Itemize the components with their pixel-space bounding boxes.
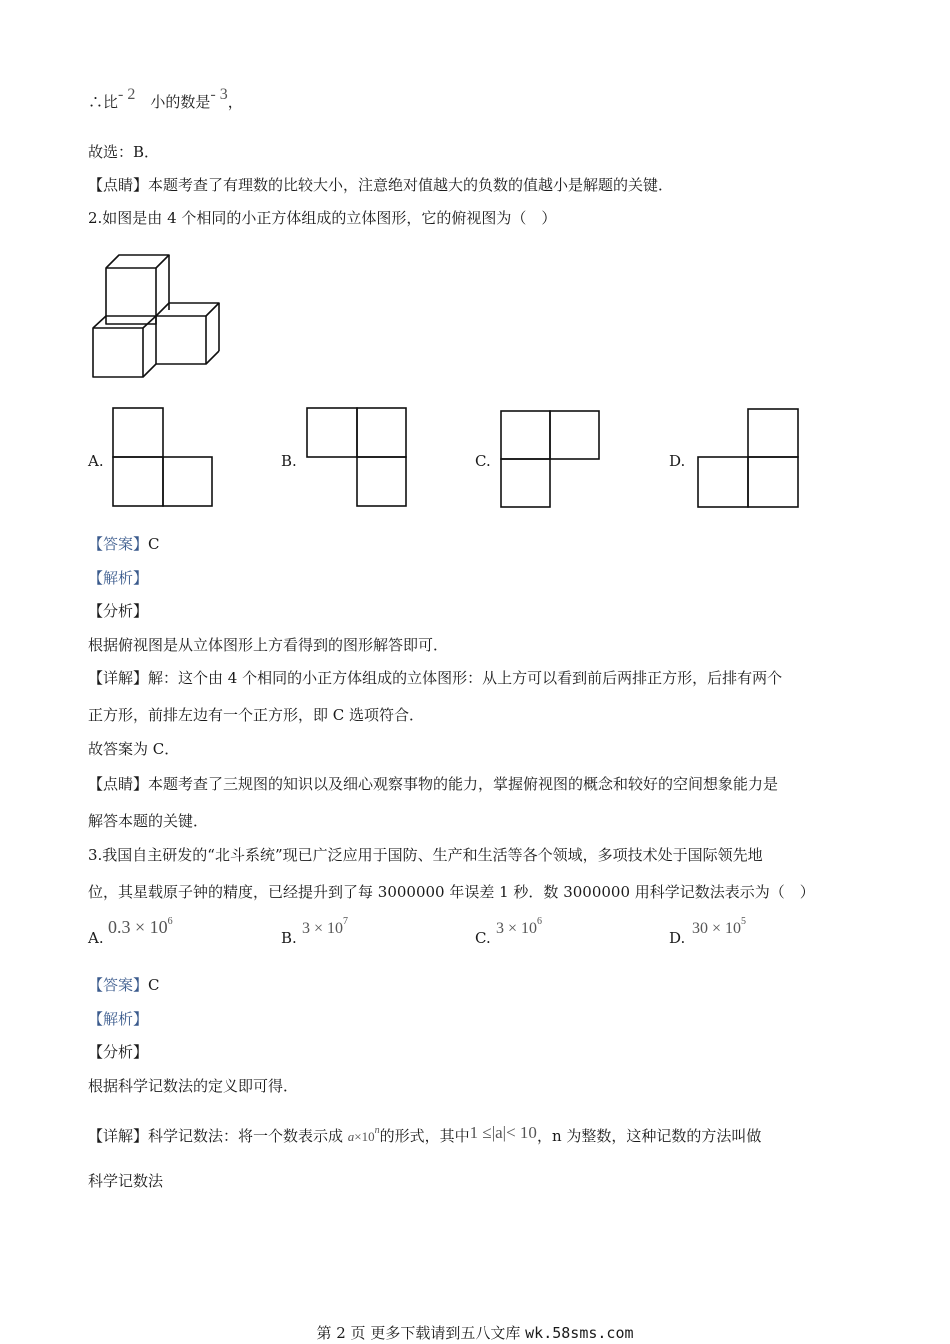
q3-stem-line2: 位，其星载原子钟的精度，已经提升到了每 3000000 年误差 1 秒．数 3000000 用科学记数法表示为（ ）: [88, 883, 815, 901]
q3-fenxi-text: 根据科学记数法的定义即可得．: [88, 1077, 299, 1095]
q3-detail-line1: [88, 1121, 761, 1147]
q2-stem: 2.如图是由 4 个相同的小正方体组成的立体图形，它的俯视图为（ ）: [88, 209, 557, 227]
q3-option-c-value: [496, 916, 542, 938]
middle-text: 小的数是: [150, 93, 211, 111]
q3-option-a-base: 0.3 × 10: [108, 917, 168, 937]
q3-form-n: n: [374, 1125, 380, 1136]
q2-comment-line1: 【点睛】本题考查了三规图的知识以及细心观察事物的能力，掌握俯视图的概念和较好的空间想象能力是: [88, 775, 779, 793]
footer-more: 更多下载请到五八文库: [370, 1324, 521, 1342]
q3-answer: [88, 975, 160, 995]
option-d-figure: [697, 408, 801, 510]
q2-fenxi: 【分析】: [88, 602, 149, 620]
q2-choice: 故答案为 C．: [88, 740, 180, 758]
q2-detail-line2: 正方形，前排左边有一个正方形，即 C 选项符合．: [88, 706, 425, 724]
page-footer: [0, 1322, 950, 1343]
q3-option-d-value: [692, 916, 746, 938]
q3-detail-ineq: 1 ≤|a|< 10: [469, 1123, 537, 1142]
q3-option-a-value: [108, 916, 173, 938]
q3-form-a: a: [347, 1129, 355, 1144]
q3-option-a-label: A.: [88, 929, 104, 947]
q3-answer-tag: 【答案】: [88, 976, 149, 994]
q3-option-d-base: 30 × 10: [692, 920, 742, 937]
option-b-figure: [306, 407, 408, 507]
q2-detail-line1: 【详解】解：这个由 4 个相同的小正方体组成的立体图形：从上方可以看到前后两排正方形，后排有两个: [88, 669, 783, 687]
q3-option-c-base: 3 × 10: [496, 920, 538, 937]
q2-answer-value: C: [148, 535, 160, 553]
q3-detail-line2: 科学记数法: [88, 1172, 164, 1190]
option-a-label: A.: [88, 452, 104, 470]
q3-detail-mid: 的形式，其中: [379, 1127, 470, 1145]
q3-option-b-value: [302, 916, 348, 938]
q3-form-x: ×10: [354, 1129, 375, 1144]
q2-answer: [88, 534, 160, 554]
q3-option-d-label: D.: [669, 929, 686, 947]
neg-two: - 2: [118, 86, 136, 103]
neg-three: - 3: [210, 86, 228, 103]
cube-figure: [88, 250, 228, 382]
q3-option-c-label: C.: [475, 929, 491, 947]
option-c-figure: [500, 410, 602, 510]
q3-analysis-tag: 【解析】: [88, 1010, 149, 1028]
footer-page: 第 2 页: [316, 1324, 366, 1342]
q2-comment-line2: 解答本题的关键．: [88, 812, 209, 830]
option-d-label: D.: [669, 452, 686, 470]
q3-stem-line1: 3.我国自主研发的“北斗系统”现已广泛应用于国防、生产和生活等各个领域，多项技术处于国际领先地: [88, 846, 763, 864]
q1-choice: 故选：B．: [88, 143, 160, 161]
therefore-prefix: ∴比: [88, 93, 119, 111]
q3-fenxi: 【分析】: [88, 1043, 149, 1061]
option-a-figure: [112, 407, 214, 507]
q2-answer-tag: 【答案】: [88, 535, 149, 553]
option-b-label: B.: [281, 452, 297, 470]
q1-comment: 【点睛】本题考查了有理数的比较大小，注意绝对值越大的负数的值越小是解题的关键．: [88, 176, 674, 194]
option-c-label: C.: [475, 452, 491, 470]
q3-option-b-exp: 7: [343, 916, 349, 927]
q3-option-a-exp: 6: [167, 916, 173, 927]
comma: ，: [227, 93, 243, 111]
q2-analysis-tag: 【解析】: [88, 569, 149, 587]
q3-detail-suffix: ，n 为整数，这种记数的方法叫做: [536, 1127, 762, 1145]
footer-url[interactable]: wk.58sms.com: [525, 1324, 634, 1342]
q3-detail-form: [347, 1125, 380, 1144]
therefore-line: [88, 86, 243, 113]
q3-answer-value: C: [148, 976, 160, 994]
q3-option-d-exp: 5: [741, 916, 747, 927]
q3-option-b-base: 3 × 10: [302, 920, 344, 937]
q3-detail-prefix: 【详解】科学记数法：将一个数表示成: [88, 1127, 344, 1145]
q3-option-c-exp: 6: [537, 916, 543, 927]
q2-fenxi-text: 根据俯视图是从立体图形上方看得到的图形解答即可．: [88, 636, 449, 654]
q3-option-b-label: B.: [281, 929, 297, 947]
